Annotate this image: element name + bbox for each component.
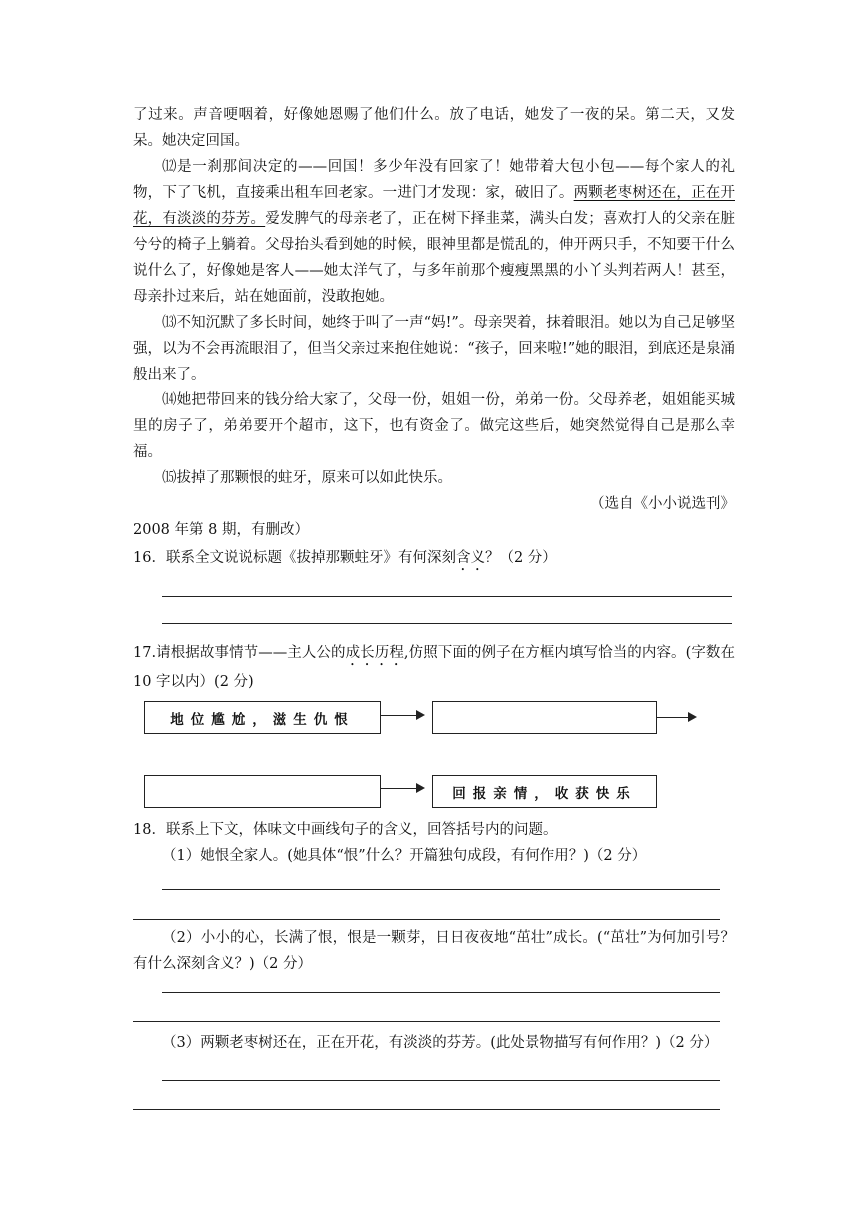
paragraph-start: 了过来。声音哽咽着，好像她恩赐了他们什么。放了电话，她发了一夜的呆。第二天，又发呆。她决定回国。 [133, 107, 735, 149]
example-box-4: 回报亲情，收获快乐 [432, 775, 657, 808]
question-17-rest: ,仿照下面的例子在方框内填写恰当的内容。(字数在 10 字以内）(2 分) [133, 645, 736, 690]
answer-box-3[interactable] [144, 775, 381, 808]
answer-line-18-2b[interactable] [133, 1021, 720, 1022]
source-line-2: 2008 年第 8 期，有删改） [133, 522, 309, 538]
question-18-sub-3: （3）两颗老枣树还在，正在开花，有淡淡的芬芳。(此处景物描写有何作用？)（2 分） [162, 1035, 719, 1051]
arrow-right-icon [381, 709, 425, 721]
answer-box-2[interactable] [432, 701, 657, 734]
answer-line-16a[interactable] [162, 596, 732, 597]
paragraph-14: ⒁她把带回来的钱分给大家了，父母一份，姐姐一份，弟弟一份。父母养老，姐姐能买城里的房子了，弟弟要开个超市，这下，也有资金了。做完这些后，她突然觉得自己是那么幸福。 [133, 392, 735, 460]
question-16 [133, 545, 735, 574]
paragraph-12-text-b: 爱发脾气的母亲老了，正在树下择韭菜，满头白发；喜欢打人的父亲在脏兮兮的椅子上躺着。父母抬头看到她的时候，眼神里都是慌乱的，伸开两只手，不知要干什么说什么了，好像她是客人——她太洋气了，与多年前那个瘦瘦黑黑的小丫头判若两人！甚至，母亲扑过来后，站在她面前，没敢抱她。 [133, 211, 735, 305]
answer-line-18-2a[interactable] [162, 992, 720, 993]
paragraph-13: ⒀不知沉默了多长时间，她终于叫了一声“妈!”。母亲哭着，抹着眼泪。她以为自己足够坚强，以为不会再流眼泪了，但当父亲过来抱住她说：“孩子，回来啦!”她的眼泪，到底还是泉涌般出来了。 [133, 315, 735, 383]
question-18-sub-1: （1）她恨全家人。(她具体“恨”什么？开篇独句成段，有何作用？)（2 分） [162, 848, 647, 864]
example-box-1: 地位尴尬，滋生仇恨 [144, 701, 381, 734]
answer-line-18-1a[interactable] [162, 889, 720, 890]
answer-line-16b[interactable] [162, 623, 732, 624]
question-16-emphasis: 含义 [455, 550, 485, 566]
question-17 [133, 640, 735, 695]
answer-line-18-3b[interactable] [133, 1109, 720, 1110]
arrow-right-icon [381, 782, 425, 794]
question-17-text: 17.请根据故事情节——主人公的 [133, 645, 346, 661]
arrow-right-icon [657, 711, 697, 723]
question-16-score: ？（2 分） [484, 550, 557, 566]
underlined-sentence-trees: 两颗老枣树还在，正在开花，有淡淡的芬芳。 [133, 185, 735, 227]
question-16-text: 16．联系全文说说标题《拔掉那颗蛀牙》有何深刻 [133, 550, 456, 566]
answer-line-18-1b[interactable] [133, 919, 720, 920]
question-18: 18．联系上下文，体味文中画线句子的含义，回答括号内的问题。 [133, 822, 558, 838]
question-17-emphasis: 成长历程 [345, 645, 404, 661]
paragraph-15: ⒂拔掉了那颗恨的蛀牙，原来可以如此快乐。 [162, 470, 452, 486]
question-18-sub-2: （2）小小的心，长满了恨，恨是一颗芽，日日夜夜地“茁壮”成长。(“茁壮”为何加引号？有什么深刻含义？)（2 分） [133, 930, 735, 972]
answer-line-18-3a[interactable] [162, 1080, 720, 1081]
paragraph-12 [133, 154, 735, 310]
source-line-1: （选自《小小说选刊》 [590, 496, 735, 512]
paragraph-12-text-a: ⑿是一刹那间决定的——回国！多少年没有回家了！她带着大包小包——每个家人的礼物，下了飞机，直接乘出租车回老家。一进门才发现：家，破旧了。 [133, 159, 735, 201]
